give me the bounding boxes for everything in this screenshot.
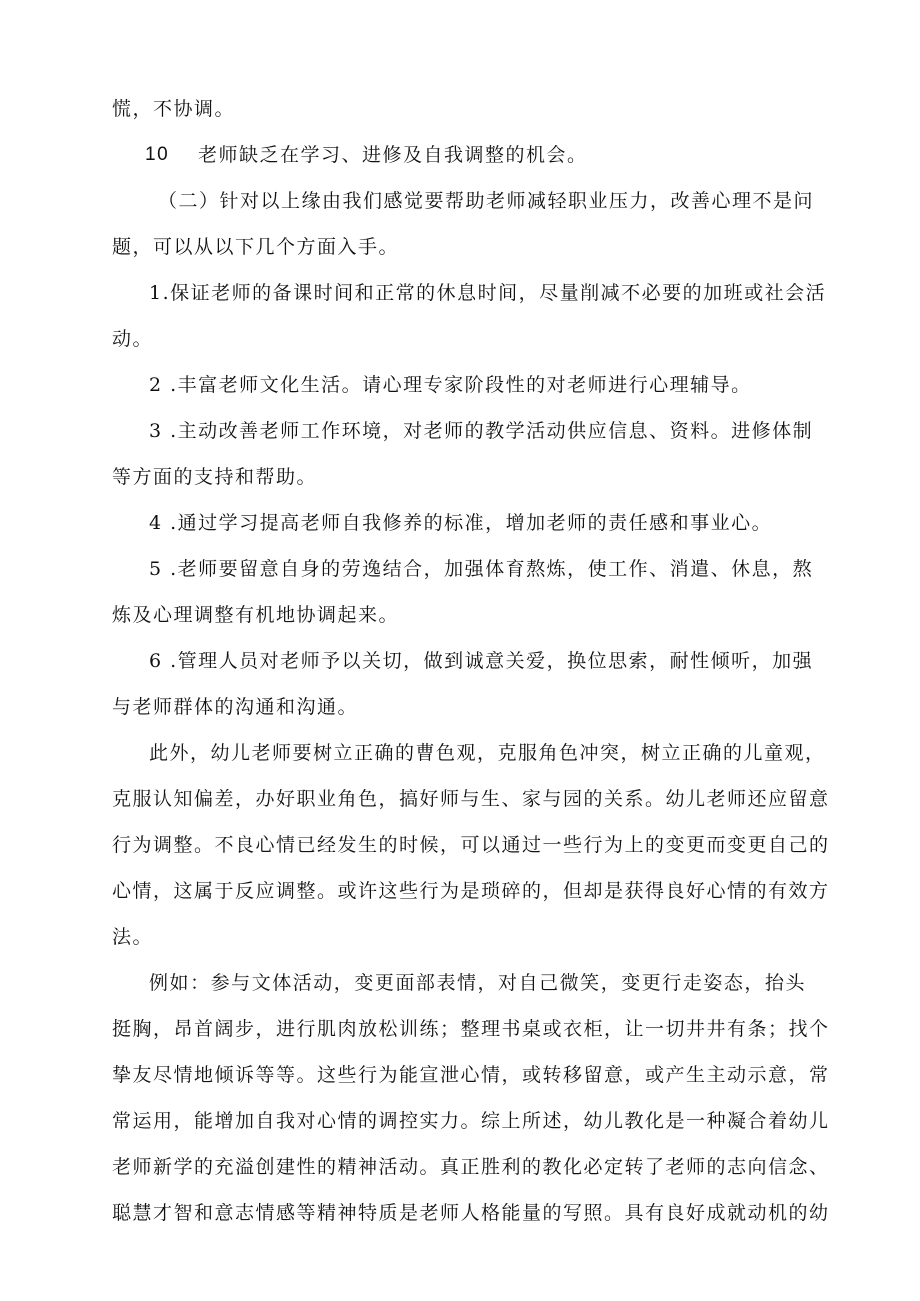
text-line: 5 .老师要留意自身的劳逸结合，加强体育熬炼，使工作、消遣、休息，熬 [149,558,814,580]
text-line: 挺胸，昂首阔步，进行肌肉放松训练；整理书桌或衣柜，让一切井井有条；找个 [112,1018,830,1040]
text-line: 炼及心理调整有机地协调起来。 [112,604,400,626]
text-line: 动。 [112,328,154,350]
text-line: 题，可以从以下几个方面入手。 [112,236,400,258]
text-line: 1.保证老师的备课时间和正常的休息时间，尽量削减不必要的加班或社会活 [149,282,827,304]
text-line: 常运用，能增加自我对心情的调控实力。综上所述，幼儿教化是一种凝合着幼儿 [112,1110,830,1132]
text-line: 等方面的支持和帮助。 [112,466,318,488]
list-number: 10 [145,144,170,165]
text-line: 行为调整。不良心情已经发生的时候，可以通过一些行为上的变更而变更自己的 [112,834,830,856]
text-line: 4 .通过学习提高老师自我修养的标准，增加老师的责任感和事业心。 [149,512,773,534]
text-line: 聪慧才智和意志情感等精神特质是老师人格能量的写照。具有良好成就动机的幼 [112,1202,830,1224]
text-line: 3 .主动改善老师工作环境，对老师的教学活动供应信息、资料。进修体制 [149,420,814,442]
text-line: 挚友尽情地倾诉等等。这些行为能宣泄心情，或转移留意，或产生主动示意，常 [112,1064,830,1086]
text-line: 老师缺乏在学习、进修及自我调整的机会。 [198,144,588,166]
text-line: 与老师群体的沟通和沟通。 [112,696,359,718]
text-line: 例如：参与文体活动，变更面部表情，对自己微笑，变更行走姿态，抬头 [149,972,806,994]
text-line: 6 .管理人员对老师予以关切，做到诚意关爱，换位思索，耐性倾听，加强 [149,650,814,672]
text-line: （二）针对以上缘由我们感觉要帮助老师减轻职业压力，改善心理不是问 [158,190,815,212]
text-line: 法。 [112,926,154,948]
text-line: 克服认知偏差，办好职业角色，搞好师与生、家与园的关系。幼儿老师还应留意 [112,788,830,810]
text-line: 此外，幼儿老师要树立正确的曹色观，克服角色冲突，树立正确的儿童观， [149,742,826,764]
text-line: 心情，这属于反应调整。或许这些行为是琐碎的，但却是获得良好心情的有效方 [112,880,830,902]
text-line: 慌，不协调。 [112,98,236,120]
text-line: 2 .丰富老师文化生活。请心理专家阶段性的对老师进行心理辅导。 [149,374,752,396]
text-line: 老师新学的充溢创建性的精神活动。真正胜利的教化必定转了老师的志向信念、 [112,1156,830,1178]
